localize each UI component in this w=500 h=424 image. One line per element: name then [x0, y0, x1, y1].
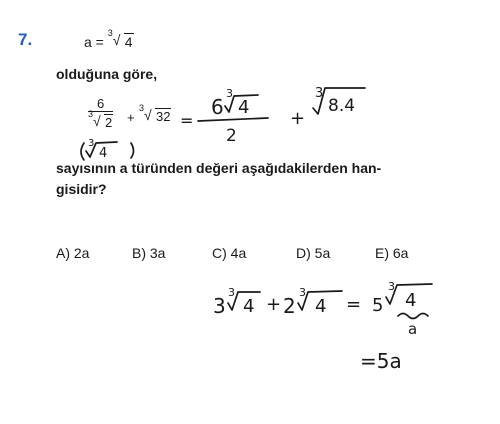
expression-plus: + — [127, 110, 135, 125]
hw-step1-radicand: 4 — [238, 97, 250, 118]
hw-step1-root-radicand: 8.4 — [328, 96, 356, 116]
option-e[interactable]: E) 6a — [375, 245, 409, 261]
hw-note-paren-open — [81, 143, 84, 160]
hw-step2-index1: 3 — [228, 286, 235, 299]
given-radicand: 4 — [124, 34, 133, 50]
radical-sign-icon: √ — [144, 107, 152, 123]
hw-note-index: 3 — [88, 138, 95, 149]
hw-step2-index3: 3 — [388, 280, 395, 293]
option-b[interactable]: B) 3a — [132, 245, 166, 261]
hw-underbrace — [398, 314, 428, 319]
option-d[interactable]: D) 5a — [296, 245, 331, 261]
den-root-index: 3 — [88, 109, 94, 119]
hw-step2-radicand2: 4 — [315, 296, 327, 317]
hw-step2-index2: 3 — [299, 286, 306, 299]
radical-sign-icon: √ — [93, 113, 101, 129]
hw-step2-coef1: 3 — [213, 294, 226, 318]
hw-step2-radicand1: 4 — [243, 296, 255, 317]
hw-step2-radicand3: 4 — [405, 290, 417, 311]
option-a[interactable]: A) 2a — [56, 245, 90, 261]
hw-step2-equals: = — [346, 294, 362, 315]
hw-result: =5a — [360, 349, 402, 373]
given-root-index: 3 — [107, 28, 113, 38]
hw-step1-den: 2 — [226, 126, 237, 146]
hw-step2-under: a — [408, 320, 418, 338]
expr-root-index: 3 — [139, 103, 145, 113]
hw-step1-index: 3 — [226, 87, 233, 100]
den-radicand: 2 — [105, 115, 113, 130]
prompt-line-1: sayısının a türünden değeri aşağıdakilerden han- — [56, 160, 382, 176]
hw-step2-coef3: 5 — [372, 295, 384, 316]
given-lhs: a = — [84, 34, 104, 50]
condition-text: olduğuna göre, — [56, 66, 158, 82]
hw-step1-coef: 6 — [211, 95, 224, 119]
hw-step1-root-index: 3 — [315, 86, 324, 101]
option-c[interactable]: C) 4a — [212, 245, 247, 261]
expr-radicand: 32 — [156, 109, 171, 124]
hw-note-radicand: 4 — [99, 146, 108, 161]
fraction-numerator: 6 — [88, 96, 113, 112]
hw-step2-plus: + — [266, 294, 282, 315]
prompt-line-2: gisidir? — [56, 181, 107, 197]
question-number: 7. — [18, 30, 33, 49]
hw-step1-equals: = — [180, 111, 194, 130]
hw-note-paren-close — [131, 143, 134, 158]
hw-step1-plus: + — [290, 108, 306, 129]
radical-sign-icon: √ — [112, 32, 121, 48]
hw-step2-coef2: 2 — [283, 294, 296, 318]
hw-step1-fraction-bar — [198, 118, 268, 121]
